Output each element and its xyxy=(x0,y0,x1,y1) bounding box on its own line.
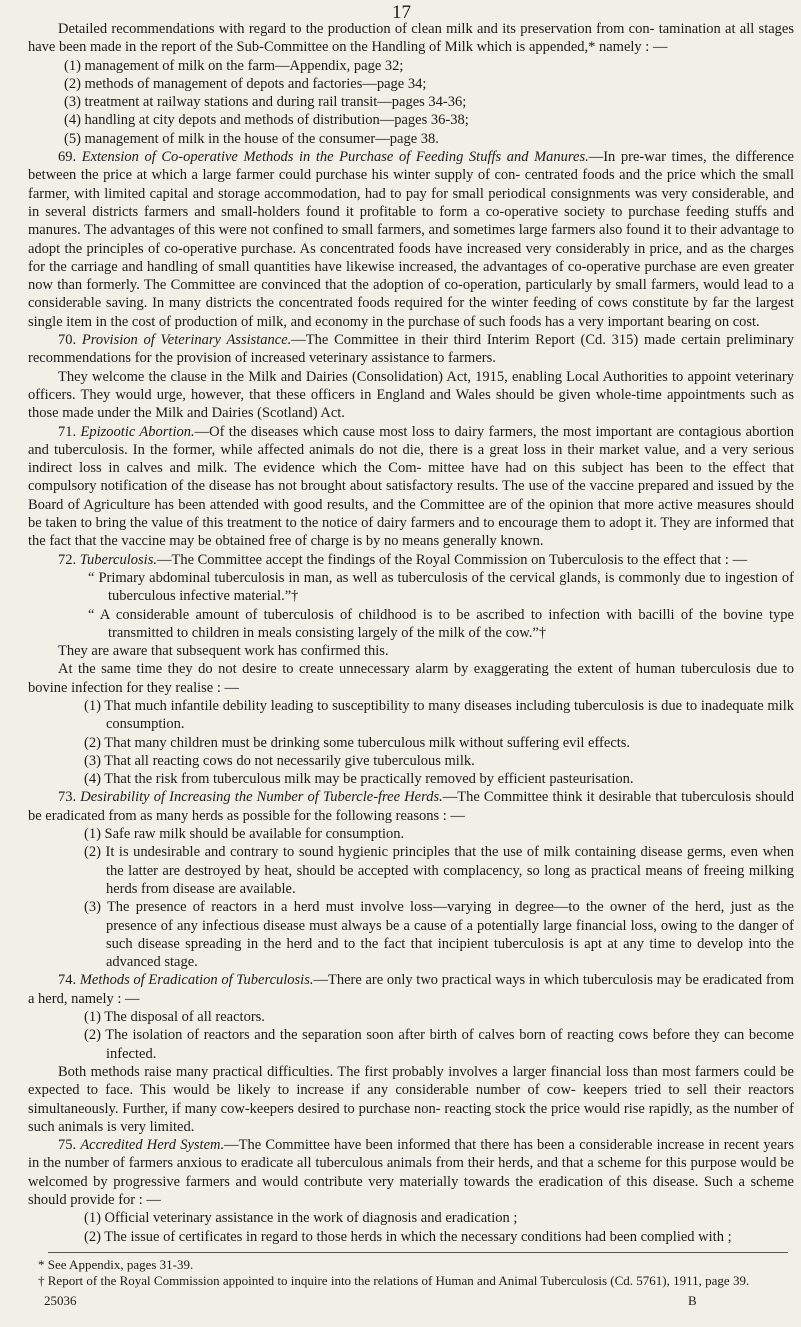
paragraph-heading: Provision of Veterinary Assistance. xyxy=(81,332,292,349)
paragraph-71 xyxy=(28,423,794,551)
footnote: † Report of the Royal Commission appointed to inquire into the relations of Human and Animal Tuberculosis (Cd. 5761), 1911, page 39. xyxy=(38,1272,750,1288)
paragraph-70-continued: They welcome the clause in the Milk and Dairies (Consolidation) Act, 1915, enabling Local Authorities to appoint veterinary officers. They would urge, however, that these officers in England and Wales should be given whole-time appointments such as those made under the Milk and Dairies (Scotland) Act. xyxy=(28,368,794,422)
paragraph-text: —There are only two practical ways in which tuberculosis may be eradicated from a herd, namely : — xyxy=(28,972,794,1007)
paragraph-number: 69. xyxy=(58,149,77,166)
list-item: (1) That much infantile debility leading to susceptibility to many diseases including tuberculosis is due to inadequate milk consumption. xyxy=(84,697,794,733)
list-item: (1) Safe raw milk should be available for consumption. xyxy=(84,826,405,843)
page-footer xyxy=(28,1292,794,1310)
paragraph-number: 74. xyxy=(58,972,77,989)
paragraph-heading: Methods of Eradication of Tuberculosis. xyxy=(79,972,314,989)
paragraph-text: —The Committee in their third Interim Report (Cd. 315) made certain preliminary recommendations for the provision of increased veterinary assistance to farmers. xyxy=(28,332,794,367)
list-item: (1) Official veterinary assistance in the work of diagnosis and eradication ; xyxy=(84,1210,518,1227)
intro-paragraph: Detailed recommendations with regard to the production of clean milk and its preservation from con- tamination at all stages have been made in the report of the Sub-Committee on the Handling of Milk which is appended,* namely : — xyxy=(28,21,794,56)
paragraph-69 xyxy=(28,148,794,331)
page-body xyxy=(28,20,794,1310)
paragraph-72-continued: They are aware that subsequent work has confirmed this. xyxy=(58,643,389,660)
footnote-divider xyxy=(48,1252,788,1253)
paragraph-75 xyxy=(28,1136,794,1209)
print-code: 25036 xyxy=(44,1292,77,1308)
paragraph-text: —The Committee have been informed that there has been a considerable increase in recent years in the number of farmers anxious to eradicate all tuberculous animals from their herds, and that a scheme for this purpose would be welcomed by progressive farmers and would contribute very materially towards the eradication of this disease. Such a scheme should provide for : — xyxy=(28,1137,795,1208)
paragraph-text: —In pre-war times, the difference between the price at which a large farmer could purchase his winter supply of con- centrated foods and the price which the small farmer, with limited capital and storage accommodation, had to pay for small periodical consignments was very considerable, and in several districts farmers and small-holders found it profitable to form a co-operative society to purchase feeding stuffs and manures. The advantages of this were not confined to small farmers, and sometimes large farmers also found it to their advantage to adopt the principles of co-operative purchase. As concentrated foods have increased very considerably in price, and as the charges for the carriage and handling of small quantities have likewise increased, the advantages of co-operative purchase are even greater now than formerly. The Committee are convinced that the adoption of co-operation, particularly by small farmers, would lead to a considerable saving. In many districts the concentrated foods required for the winter feeding of cows constitute by far the largest single item in the cost of production of milk, and economy in the purchase of such foods has a very important bearing on cost. xyxy=(28,149,794,330)
paragraph-text: —The Committee think it desirable that tuberculosis should be eradicated from as many herds as possible for the following reasons : — xyxy=(28,789,795,824)
page-number: 17 xyxy=(392,2,411,23)
intro-item: (5) management of milk in the house of the consumer—page 38. xyxy=(64,130,439,147)
list-item: (4) That the risk from tuberculous milk may be practically removed by efficient pasteurisation. xyxy=(84,771,634,788)
paragraph-number: 70. xyxy=(58,332,77,349)
list-item: (2) It is undesirable and contrary to sound hygienic principles that the use of milk containing disease germs, even when the latter are destroyed by heat, should be accepted with complacency, so long as practical means of freeing milking herds from disease are available. xyxy=(84,844,794,897)
paragraph-heading: Epizootic Abortion. xyxy=(80,423,195,440)
paragraph-72-continued: At the same time they do not desire to create unnecessary alarm by exaggerating the extent of human tuberculosis due to bovine infection for they realise : — xyxy=(28,661,794,696)
list-item: (3) The presence of reactors in a herd must involve loss—varying in degree—to the owner of the herd, just as the presence of any infectious disease must always be a cause of a potentially large financial loss, owing to the danger of such disease spreading in the herd and to the fact that incipient tuberculosis is apt at any time to develop into the advanced stage. xyxy=(84,899,794,971)
paragraph-70 xyxy=(28,331,794,368)
intro-item: (1) management of milk on the farm—Appendix, page 32; xyxy=(64,57,404,74)
paragraph-number: 71. xyxy=(58,423,77,440)
intro-item: (3) treatment at railway stations and during rail transit—pages 34-36; xyxy=(64,94,467,111)
paragraph-heading: Desirability of Increasing the Number of Tubercle-free Herds. xyxy=(80,789,443,806)
paragraph-text: —The Committee accept the findings of the Royal Commission on Tuberculosis to the effect that : — xyxy=(156,551,748,568)
paragraph-number: 72. xyxy=(58,551,77,568)
paragraph-73 xyxy=(28,788,794,825)
quotation: “ Primary abdominal tuberculosis in man, as well as tuberculosis of the cervical glands, is commonly due to ingestion of tuberculous infective material.”† xyxy=(88,569,794,605)
list-item: (2) The isolation of reactors and the separation soon after birth of calves born of reacting cows before they can become infected. xyxy=(84,1027,794,1062)
signature-mark: B xyxy=(688,1292,697,1308)
paragraph-text: —Of the diseases which cause most loss to dairy farmers, the most important are contagious abortion and tuberculosis. In the former, while affected animals do not die, there is a great loss in their market value, and a very serious indirect loss in calves and milk. The evidence which the Com- mittee have had on this subject has been to the effect that compulsory notification of the disease has not brought about satisfactory results. The use of the vaccine prepared and issued by the Board of Agriculture has been attended with good results, and the Committee are of the opinion that more active measures should be taken to bring the value of this treatment to the notice of dairy farmers and to encourage them to adopt it. They are informed that the fact that the vaccine may be obtained free of charge is by no means generally known. xyxy=(28,423,794,550)
paragraph-number: 73. xyxy=(58,789,77,806)
list-item: (1) The disposal of all reactors. xyxy=(84,1009,265,1026)
list-item: (3) That all reacting cows do not necessarily give tuberculous milk. xyxy=(84,752,475,769)
list-item: (2) The issue of certificates in regard to those herds in which the necessary conditions had been complied with ; xyxy=(84,1228,732,1245)
intro-item: (4) handling at city depots and methods of distribution—pages 36-38; xyxy=(64,112,469,129)
paragraph-74-continued: Both methods raise many practical difficulties. The first probably involves a larger financial loss than most farmers could be expected to face. This would be likely to increase if any considerable number of cow- keepers tried to sell their reactors simultaneously. Further, if many cow-keepers desired to purchase non- reacting stock the price would rise rapidly, as the number of such animals is very limited. xyxy=(28,1063,794,1135)
paragraph-number: 75. xyxy=(58,1137,77,1154)
paragraph-72 xyxy=(28,551,794,569)
footnote: * See Appendix, pages 31-39. xyxy=(38,1256,194,1272)
intro-item: (2) methods of management of depots and factories—page 34; xyxy=(64,75,427,92)
paragraph-74 xyxy=(28,971,794,1008)
paragraph-heading: Tuberculosis. xyxy=(79,551,157,568)
list-item: (2) That many children must be drinking some tuberculous milk without suffering evil effects. xyxy=(84,734,631,751)
paragraph-heading: Accredited Herd System. xyxy=(80,1137,225,1154)
paragraph-heading: Extension of Co-operative Methods in the Purchase of Feeding Stuffs and Manures. xyxy=(81,149,589,166)
quotation: “ A considerable amount of tuberculosis of childhood is to be ascribed to infection with bacilli of the bovine type transmitted to children in meals consisting largely of the milk of the cow.”† xyxy=(88,606,794,641)
